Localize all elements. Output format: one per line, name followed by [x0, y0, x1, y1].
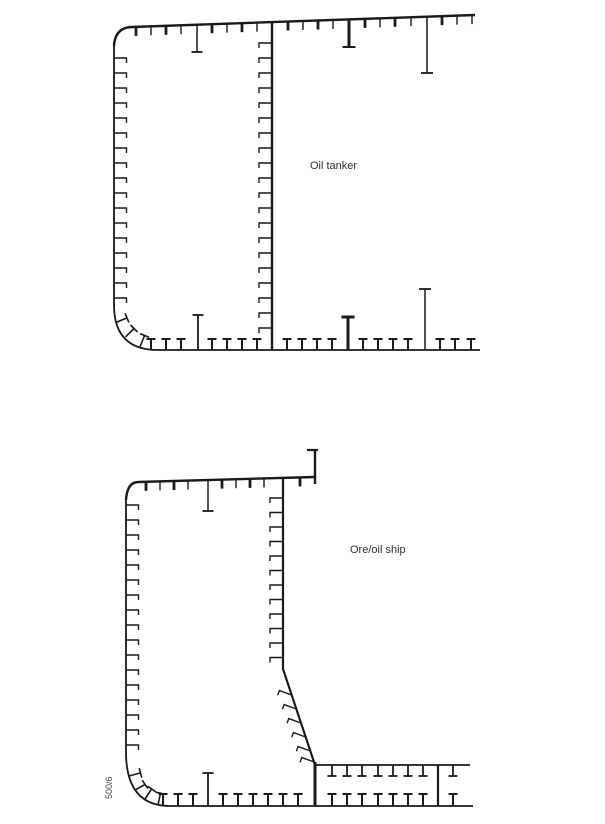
oil-tanker-section-drawing	[114, 15, 480, 350]
oil-tanker-label: Oil tanker	[310, 160, 358, 172]
figure-margin-note: 500/6	[104, 776, 114, 799]
ore-oil-ship-label: Ore/oil ship	[350, 544, 406, 556]
ore-oil-ship-section-drawing	[126, 450, 473, 806]
